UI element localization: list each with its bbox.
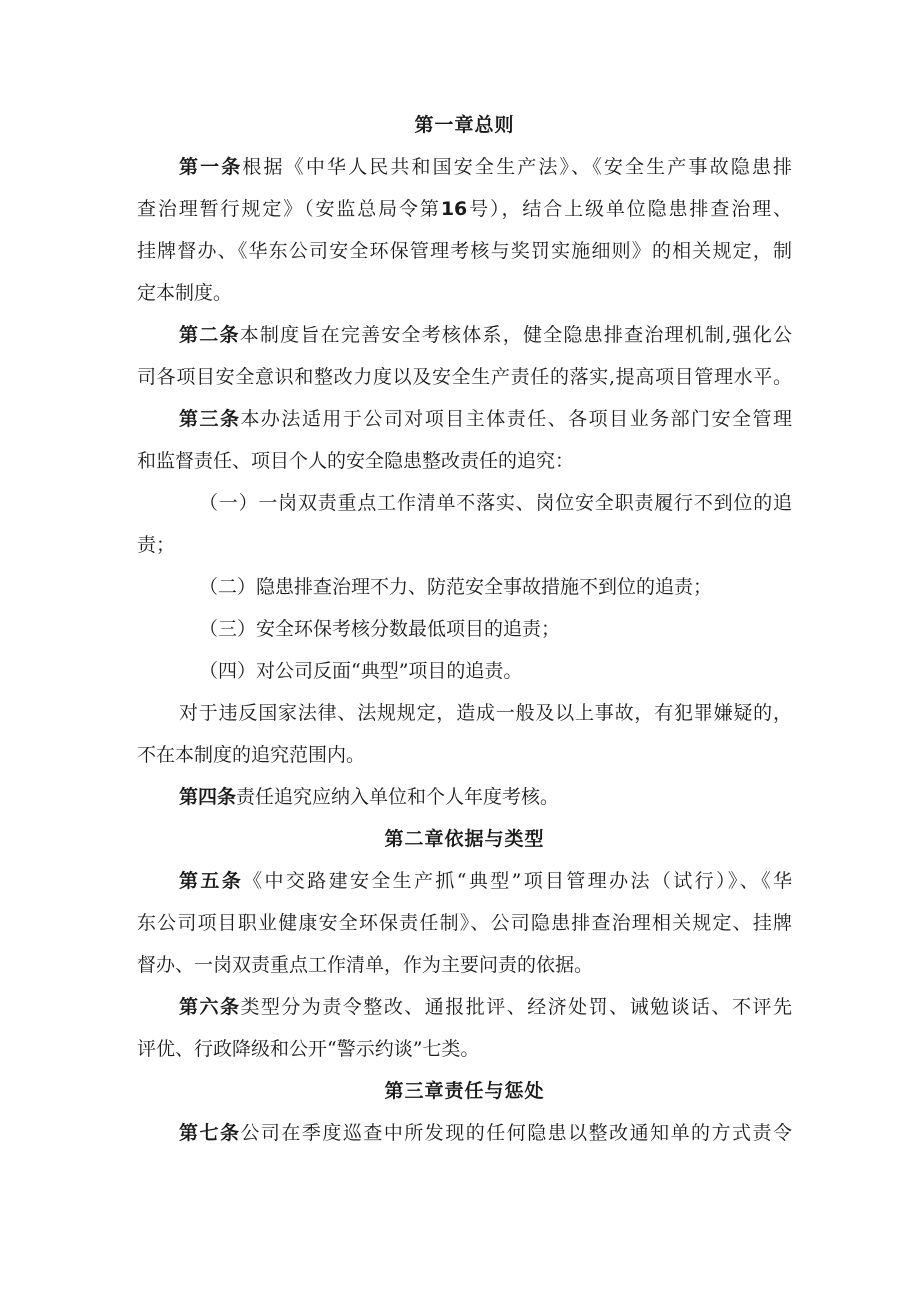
article-5-line-3: 督办、一岗双责重点工作清单，作为主要问责的依据。 [137, 954, 594, 976]
article-1-line-1 [137, 146, 792, 188]
article-3-item-4: （四）对公司反面“典型”项目的追责。 [199, 660, 523, 682]
article-3-text-1: 本办法适用于公司对项目主体责任、各项目业务部门安全管理 [240, 408, 792, 430]
article-1-line-3: 挂牌督办、《华东公司安全环保管理考核与奖罚实施细则》的相关规定，制 [137, 240, 792, 262]
article-1-text-2a: 查治理暂行规定》（安监总局令第 [137, 198, 441, 220]
article-1-text-2b: 号），结合上级单位隐患排查治理、 [467, 198, 792, 220]
article-1-line-2 [137, 188, 792, 230]
document-body [137, 104, 792, 1154]
article-5-line-2: 东公司项目职业健康安全环保责任制》、公司隐患排查治理相关规定、挂牌 [137, 912, 792, 934]
article-3-note-line-2: 不在本制度的追究范围内。 [137, 744, 366, 766]
article-2-line-1 [137, 314, 792, 356]
article-5-label: 第五条 [179, 870, 244, 892]
article-7-label: 第七条 [179, 1122, 241, 1144]
article-1-line-4: 定本制度。 [137, 282, 233, 304]
article-7-text-1: 公司在季度巡查中所发现的任何隐患以整改通知单的方式责令 [240, 1122, 792, 1144]
article-5-text-1: 《中交路建安全生产抓“典型”项目管理办法（试行）》、《华 [243, 870, 792, 892]
chapter-1-title: 第一章总则 [414, 114, 515, 136]
article-6-text-1: 类型分为责令整改、通报批评、经济处罚、诫勉谈话、不评先 [240, 996, 792, 1018]
article-3-label: 第三条 [179, 408, 241, 430]
chapter-2-title: 第二章依据与类型 [384, 828, 545, 850]
article-6-label: 第六条 [179, 996, 241, 1018]
article-3-note-line-1: 对于违反国家法律、法规规定，造成一般及以上事故，有犯罪嫌疑的， [179, 702, 792, 724]
article-1-label: 第一条 [179, 156, 243, 178]
article-1-order-number: 16 [440, 198, 468, 220]
article-2-label: 第二条 [179, 324, 240, 346]
article-5-line-1 [137, 860, 792, 902]
article-3-line-2: 和监督责任、项目个人的安全隐患整改责任的追究： [137, 450, 575, 472]
chapter-3-title: 第三章责任与惩处 [384, 1080, 545, 1102]
article-7-line-1 [137, 1112, 792, 1154]
article-2-text-1: 本制度旨在完善安全考核体系，健全隐患排查治理机制,强化公 [239, 324, 792, 346]
article-3-item-2: （二）隐患排查治理不力、防范安全事故措施不到位的追责； [199, 576, 713, 598]
article-6-line-2: 评优、行政降级和公开“警示约谈”七类。 [137, 1038, 480, 1060]
article-3-line-1 [137, 398, 792, 440]
article-4-line-1 [137, 776, 792, 818]
article-1-text-1: 根据《中华人民共和国安全生产法》、《安全生产事故隐患排 [242, 156, 792, 178]
article-4-label: 第四条 [179, 786, 237, 808]
article-4-text-1: 责任追究应纳入单位和个人年度考核。 [236, 786, 560, 808]
article-2-line-2: 司各项目安全意识和整改力度以及安全生产责任的落实,提高项目管理水平。 [137, 366, 792, 388]
article-3-item-3: （三）安全环保考核分数最低项目的追责； [199, 618, 561, 640]
article-3-item-1-line-2: 责； [137, 534, 176, 556]
article-3-item-1-line-1: （一）一岗双责重点工作清单不落实、岗位安全职责履行不到位的追 [199, 492, 792, 514]
article-6-line-1 [137, 986, 792, 1028]
